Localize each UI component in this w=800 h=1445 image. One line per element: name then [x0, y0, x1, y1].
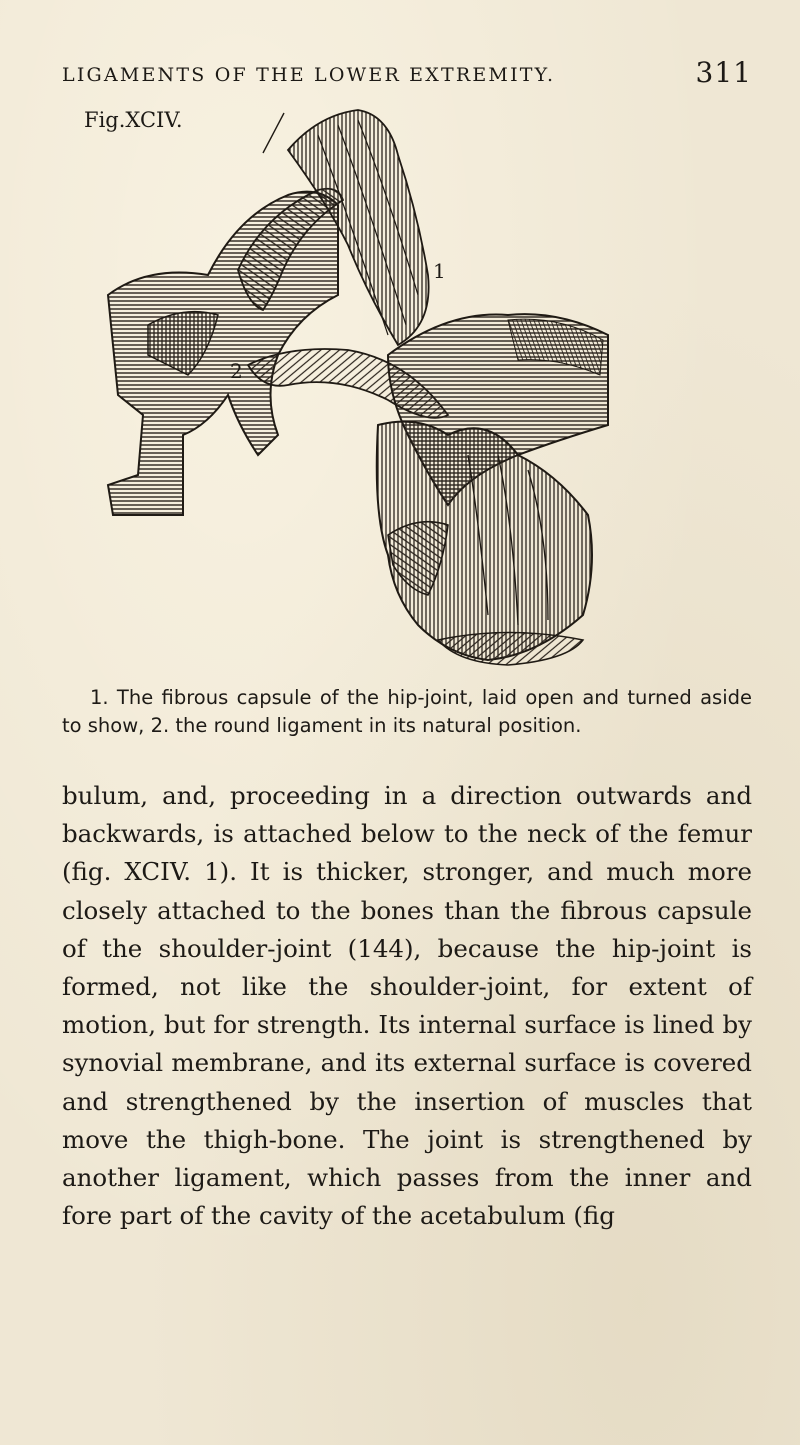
figure-label: Fig.XCIV. [84, 108, 183, 132]
running-title: LIGAMENTS OF THE LOWER EXTREMITY. [62, 64, 556, 86]
marker-2: 2 [230, 359, 243, 383]
capsule-base-band [438, 633, 583, 666]
body-text [62, 777, 752, 1235]
figure-caption: 1. The fibrous capsule of the hip-joint, laid open and turned aside to show, 2. the round ligament in its natural position. [62, 686, 752, 737]
hip-joint-engraving [88, 95, 618, 675]
body-paragraph: bulum, and, proceeding in a direction outwards and backwards, is attached below to the neck of the femur (fig. XCIV. 1). It is thicker, stronger, and much more closely attached to the bones than the fibrous capsule of the shoulder-joint (144), because the hip-joint is formed, not like the shoulder-joint, for extent of motion, but for strength. Its internal surface is lined by synovial membrane, and its external surface is covered and strengthened by the insertion of muscles that move the thigh-bone. The joint is strengthened by another ligament, which passes from the inner and fore part of the cavity of the acetabulum (fig [62, 781, 752, 1231]
page-number: 311 [695, 56, 752, 89]
pointer-line [263, 113, 284, 153]
marker-1: 1 [433, 259, 446, 283]
